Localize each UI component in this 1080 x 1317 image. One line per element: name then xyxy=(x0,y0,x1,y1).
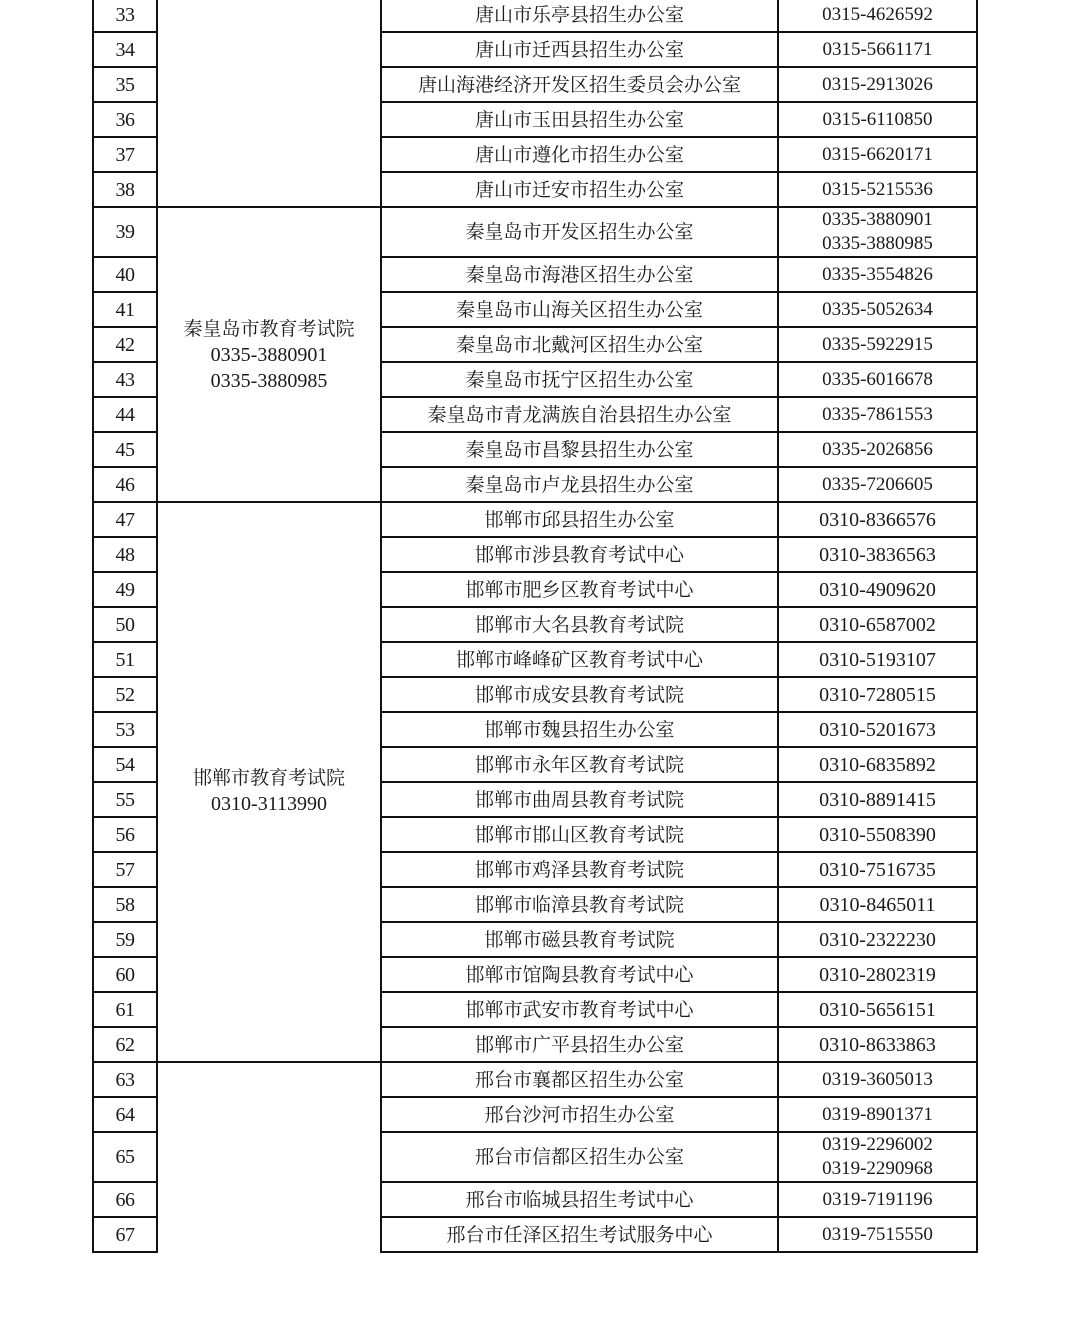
office-phone-cell xyxy=(778,1062,977,1097)
row-number: 45 xyxy=(93,432,157,467)
office-phone-cell xyxy=(778,102,977,137)
office-phone-cell xyxy=(778,362,977,397)
office-phone: 0310-7280515 xyxy=(819,683,936,706)
office-phone: 0310-5508390 xyxy=(819,823,936,846)
office-phone: 0335-3880985 xyxy=(822,233,933,254)
office-phone-cell xyxy=(778,137,977,172)
row-number: 36 xyxy=(93,102,157,137)
office-phone-cell xyxy=(778,817,977,852)
office-name: 唐山市乐亭县招生办公室 xyxy=(381,0,778,32)
region-authority-cell xyxy=(157,502,381,1062)
row-number: 40 xyxy=(93,257,157,292)
office-phone: 0310-3836563 xyxy=(819,543,936,566)
office-phone: 0315-5661171 xyxy=(822,38,933,60)
row-number: 48 xyxy=(93,537,157,572)
row-number: 63 xyxy=(93,1062,157,1097)
office-phone-cell xyxy=(778,257,977,292)
row-number: 39 xyxy=(93,207,157,257)
row-number: 42 xyxy=(93,327,157,362)
office-phone: 0315-2913026 xyxy=(822,73,933,95)
office-phone: 0335-7861553 xyxy=(822,403,933,425)
office-phone-cell xyxy=(778,747,977,782)
row-number: 55 xyxy=(93,782,157,817)
table-row xyxy=(93,1062,977,1097)
office-phone-cell xyxy=(778,67,977,102)
office-phone-cell xyxy=(778,957,977,992)
office-phone: 0335-5052634 xyxy=(822,298,933,320)
office-name: 邢台沙河市招生办公室 xyxy=(381,1097,778,1132)
office-name: 邯郸市峰峰矿区教育考试中心 xyxy=(381,642,778,677)
region-authority-cell xyxy=(157,207,381,502)
office-phone-cell xyxy=(778,32,977,67)
office-phone-cell xyxy=(778,852,977,887)
row-number: 65 xyxy=(93,1132,157,1182)
row-number: 50 xyxy=(93,607,157,642)
office-phone: 0310-8366576 xyxy=(819,508,936,531)
office-phone: 0310-2802319 xyxy=(819,963,936,986)
office-name: 秦皇岛市开发区招生办公室 xyxy=(381,207,778,257)
office-phone: 0315-5215536 xyxy=(822,178,933,200)
region-authority-cell xyxy=(157,1062,381,1252)
office-phone: 0319-2290968 xyxy=(822,1158,933,1179)
office-name: 邯郸市武安市教育考试中心 xyxy=(381,992,778,1027)
row-number: 38 xyxy=(93,172,157,207)
office-phone-cell xyxy=(778,432,977,467)
row-number: 56 xyxy=(93,817,157,852)
office-name: 秦皇岛市山海关区招生办公室 xyxy=(381,292,778,327)
contacts-table-body xyxy=(93,0,977,1252)
office-phone: 0335-2026856 xyxy=(822,438,933,460)
office-phone-cell xyxy=(778,502,977,537)
office-name: 邢台市信都区招生办公室 xyxy=(381,1132,778,1182)
office-phone: 0319-2296002 xyxy=(822,1134,933,1155)
row-number: 51 xyxy=(93,642,157,677)
office-name: 唐山海港经济开发区招生委员会办公室 xyxy=(381,67,778,102)
office-phone-cell xyxy=(778,1097,977,1132)
office-phone-cell xyxy=(778,1027,977,1062)
row-number: 44 xyxy=(93,397,157,432)
office-phone: 0335-5922915 xyxy=(822,333,933,355)
row-number: 66 xyxy=(93,1182,157,1217)
office-name: 秦皇岛市卢龙县招生办公室 xyxy=(381,467,778,502)
row-number: 62 xyxy=(93,1027,157,1062)
office-phone-cell xyxy=(778,572,977,607)
row-number: 37 xyxy=(93,137,157,172)
office-phone-cell xyxy=(778,397,977,432)
office-name: 唐山市玉田县招生办公室 xyxy=(381,102,778,137)
office-name: 邯郸市临漳县教育考试院 xyxy=(381,887,778,922)
office-name: 唐山市迁安市招生办公室 xyxy=(381,172,778,207)
office-phone: 0310-4909620 xyxy=(819,578,936,601)
office-name: 秦皇岛市昌黎县招生办公室 xyxy=(381,432,778,467)
office-name: 秦皇岛市海港区招生办公室 xyxy=(381,257,778,292)
row-number: 53 xyxy=(93,712,157,747)
office-name: 邯郸市邯山区教育考试院 xyxy=(381,817,778,852)
office-phone-cell xyxy=(778,712,977,747)
office-phone: 0335-3554826 xyxy=(822,263,933,285)
row-number: 57 xyxy=(93,852,157,887)
office-name: 邯郸市涉县教育考试中心 xyxy=(381,537,778,572)
row-number: 59 xyxy=(93,922,157,957)
office-phone-cell xyxy=(778,607,977,642)
office-phone: 0310-8465011 xyxy=(819,893,936,916)
office-name: 邯郸市曲周县教育考试院 xyxy=(381,782,778,817)
office-phone-cell xyxy=(778,292,977,327)
row-number: 47 xyxy=(93,502,157,537)
office-name: 邯郸市广平县招生办公室 xyxy=(381,1027,778,1062)
table-row xyxy=(93,207,977,257)
office-phone: 0310-5193107 xyxy=(819,648,936,671)
office-phone-cell xyxy=(778,537,977,572)
contacts-table xyxy=(92,0,978,1253)
office-name: 秦皇岛市青龙满族自治县招生办公室 xyxy=(381,397,778,432)
table-row xyxy=(93,502,977,537)
row-number: 52 xyxy=(93,677,157,712)
office-name: 邯郸市磁县教育考试院 xyxy=(381,922,778,957)
office-phone: 0335-3880901 xyxy=(822,209,933,230)
office-phone-cell xyxy=(778,1217,977,1252)
office-phone: 0319-7191196 xyxy=(822,1188,933,1210)
office-phone-cell xyxy=(778,172,977,207)
office-name: 邢台市临城县招生考试中心 xyxy=(381,1182,778,1217)
office-phone-cell xyxy=(778,887,977,922)
office-phone-cell xyxy=(778,207,977,257)
office-phone-cell xyxy=(778,0,977,32)
row-number: 46 xyxy=(93,467,157,502)
office-name: 秦皇岛市抚宁区招生办公室 xyxy=(381,362,778,397)
office-phone: 0310-2322230 xyxy=(819,928,936,951)
office-phone: 0310-6835892 xyxy=(819,753,936,776)
office-phone: 0310-7516735 xyxy=(819,858,936,881)
office-phone: 0319-3605013 xyxy=(822,1068,933,1090)
office-name: 唐山市遵化市招生办公室 xyxy=(381,137,778,172)
region-authority-phone: 0335-3880985 xyxy=(210,369,328,392)
office-name: 邯郸市馆陶县教育考试中心 xyxy=(381,957,778,992)
office-phone: 0310-8891415 xyxy=(819,788,936,811)
office-phone: 0315-6620171 xyxy=(822,143,933,165)
office-phone: 0319-8901371 xyxy=(822,1103,933,1125)
region-authority-cell xyxy=(157,0,381,207)
office-name: 邯郸市成安县教育考试院 xyxy=(381,677,778,712)
office-name: 邯郸市鸡泽县教育考试院 xyxy=(381,852,778,887)
office-name: 邯郸市邱县招生办公室 xyxy=(381,502,778,537)
office-phone: 0319-7515550 xyxy=(822,1223,933,1245)
row-number: 54 xyxy=(93,747,157,782)
row-number: 67 xyxy=(93,1217,157,1252)
office-name: 邯郸市肥乡区教育考试中心 xyxy=(381,572,778,607)
office-phone-cell xyxy=(778,327,977,362)
row-number: 49 xyxy=(93,572,157,607)
office-phone-cell xyxy=(778,782,977,817)
office-phone: 0310-8633863 xyxy=(819,1033,936,1056)
office-phone: 0315-4626592 xyxy=(822,3,933,25)
office-name: 邢台市任泽区招生考试服务中心 xyxy=(381,1217,778,1252)
table-row xyxy=(93,0,977,32)
office-name: 秦皇岛市北戴河区招生办公室 xyxy=(381,327,778,362)
row-number: 43 xyxy=(93,362,157,397)
row-number: 60 xyxy=(93,957,157,992)
office-phone-cell xyxy=(778,1132,977,1182)
region-authority-name: 秦皇岛市教育考试院 xyxy=(183,317,355,340)
office-name: 邢台市襄都区招生办公室 xyxy=(381,1062,778,1097)
row-number: 61 xyxy=(93,992,157,1027)
region-authority-name: 邯郸市教育考试院 xyxy=(192,767,345,789)
office-phone: 0310-6587002 xyxy=(819,613,936,636)
office-name: 邯郸市大名县教育考试院 xyxy=(381,607,778,642)
office-phone: 0335-6016678 xyxy=(822,368,933,390)
office-name: 唐山市迁西县招生办公室 xyxy=(381,32,778,67)
office-name: 邯郸市魏县招生办公室 xyxy=(381,712,778,747)
region-authority-phone: 0335-3880901 xyxy=(210,343,328,366)
row-number: 64 xyxy=(93,1097,157,1132)
row-number: 33 xyxy=(93,0,157,32)
office-phone: 0335-7206605 xyxy=(822,473,933,495)
office-phone-cell xyxy=(778,992,977,1027)
office-phone-cell xyxy=(778,467,977,502)
office-phone: 0310-5656151 xyxy=(819,998,936,1021)
office-phone: 0310-5201673 xyxy=(819,718,936,741)
office-phone-cell xyxy=(778,922,977,957)
row-number: 34 xyxy=(93,32,157,67)
region-authority-phone: 0310-3113990 xyxy=(211,793,327,815)
office-phone-cell xyxy=(778,1182,977,1217)
office-name: 邯郸市永年区教育考试院 xyxy=(381,747,778,782)
office-phone-cell xyxy=(778,677,977,712)
row-number: 41 xyxy=(93,292,157,327)
office-phone: 0315-6110850 xyxy=(822,108,933,130)
row-number: 58 xyxy=(93,887,157,922)
row-number: 35 xyxy=(93,67,157,102)
office-phone-cell xyxy=(778,642,977,677)
